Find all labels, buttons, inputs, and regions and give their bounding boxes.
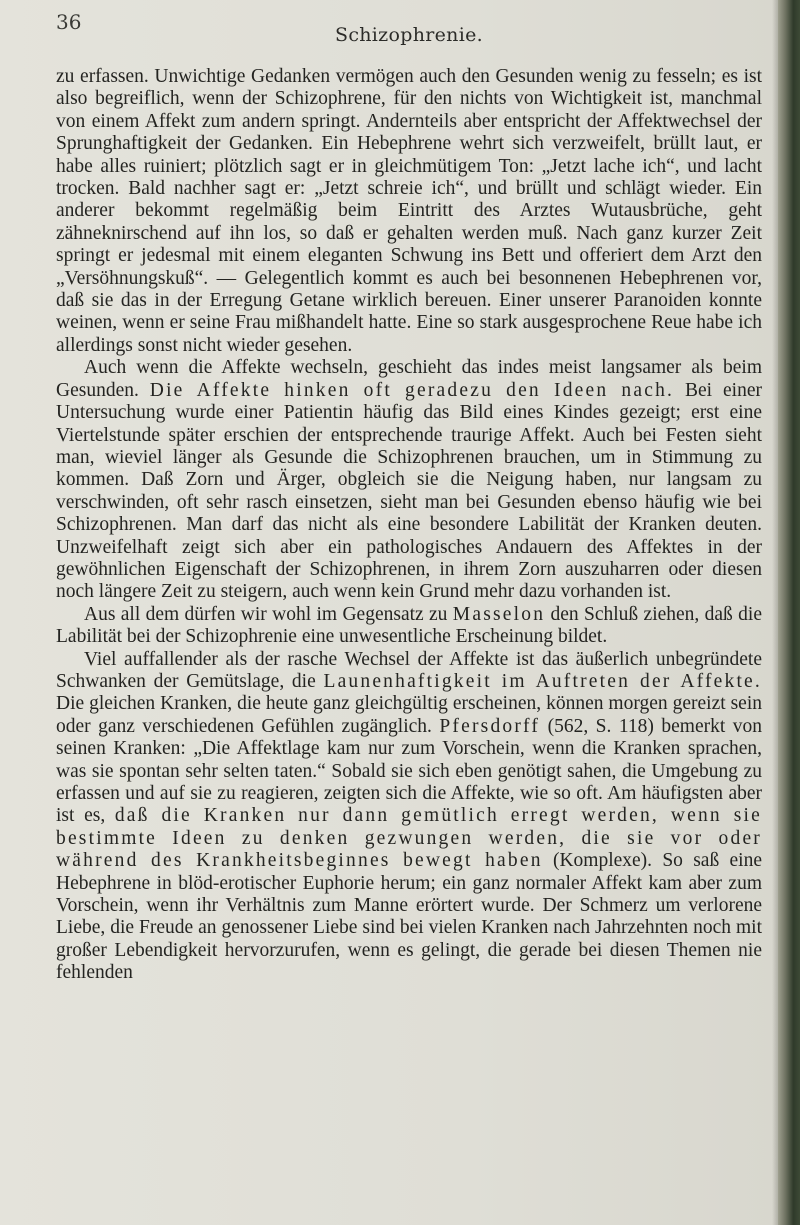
- page-header: [56, 10, 762, 50]
- text-run: Bei einer Untersuchung wurde einer Patientin häufig das Bild eines Kindes gezeigt; erst eine Viertelstunde später erschien der entsprechende traurige Affekt. Auch bei Festen sieht man, wieviel länger als Gesunde die Schizophrenen brauchen, um in Stimmung zu kommen. Daß Zorn und Ärger, obgleich sie die Neigung haben, nur langsam zu verschwinden, oft sehr rasch einsetzen, sieht man bei Gesunden ebenso häufig wie bei Schizophrenen. Man darf das nicht als eine besondere Labilität der Kranken deuten. Unzweifelhaft zeigt sich aber ein pathologisches Andauern des Affektes in der gewöhnlichen Eigenschaft der Schizophrenen, in ihrem Zorn auszuharren oder diesen noch längere Zeit zu steigern, auch wenn kein Grund mehr dazu vorhanden ist.: [56, 379, 762, 603]
- text-run: den Schluß ziehen, daß die Labilität bei der Schizophrenie eine unwesentliche Erscheinung bildet.: [56, 603, 762, 648]
- text-run: (Komplexe). So saß eine Hebephrene in blöd-erotischer Euphorie herum; ein ganz normaler Affekt kam aber zum Vorschein, wenn ihr Verhältnis zum Manne erörtert wurde. Der Schmerz um verlorene Liebe, die Freude an genossener Liebe sind bei vielen Kranken nach Jahrzehnten noch mit großer Lebendigkeit hervorzurufen, wenn es gelingt, die gerade bei diesen Themen nie fehlenden: [56, 850, 762, 984]
- running-head: Schizophrenie.: [335, 24, 483, 46]
- paragraph: [56, 649, 762, 985]
- text-run: Aus all dem dürfen wir wohl im Gegensatz zu: [84, 603, 453, 625]
- text-run: zu erfassen. Unwichtige Gedanken vermögen auch den Gesunden wenig zu fesseln; es ist also begreiflich, wenn der Schizophrene, für den nichts von Wichtigkeit ist, manchmal von einem Affekt zum andern springt. Andernteils aber entspricht der Affektwechsel der Sprunghaftigkeit der Gedanken. Ein Hebephrene wehrt sich verzweifelt, brüllt laut, er habe alles ruiniert; plötzlich sagt er in gleichmütigem Ton: „Jetzt lache ich“, und lacht trocken. Bald nachher sagt er: „Jetzt schreie ich“, und brüllt und schlägt wieder. Ein anderer bekommt regelmäßig beim Eintritt des Arztes Wutausbrüche, geht zähneknirschend auf ihn los, so daß er gehalten werden muß. Nach ganz kurzer Zeit springt er jedesmal mit einem eleganten Schwung ins Bett und offeriert dem Arzt den „Versöhnungskuß“. — Gelegentlich kommt es auch bei besonnenen Hebephrenen vor, daß sie das in der Erregung Getane wirklich bereuen. Einer unserer Paranoiden konnte weinen, wenn er seine Frau mißhandelt hatte. Eine so stark ausgesprochene Reue habe ich allerdings sonst nicht wieder gesehen.: [56, 66, 762, 356]
- text-run: Die gleichen Kranken, die heute ganz gleichgültig erscheinen, können morgen gereizt sein oder ganz verschiedenen Gefühlen zugänglich.: [56, 693, 762, 737]
- body-text: [56, 66, 762, 985]
- spaced-emphasis: Launenhaftigkeit im Auftreten der Affekte.: [323, 670, 762, 692]
- paragraph: [56, 604, 762, 649]
- spaced-emphasis: Pfersdorff: [439, 715, 541, 737]
- paragraph: [56, 66, 762, 357]
- page-number: 36: [56, 10, 82, 34]
- book-spine: [778, 0, 800, 1225]
- spaced-emphasis: daß die Kranken nur dann gemütlich erregt werden, wenn sie bestimmte Ideen zu denken gezwungen werden, die sie vor oder während des Krankheitsbeginnes bewegt haben: [56, 805, 762, 872]
- text-run: (562, S. 118) bemerkt von seinen Kranken: „Die Affektlage kam nur zum Vorschein, wenn die Kranken sprachen, was sie spontan sehr selten taten.“ Sobald sie sich eben genötigt sahen, die Umgebung zu erfassen und auf sie zu reagieren, zeigten sich die Affekte, wie so oft. Am häufigsten aber ist es,: [56, 715, 762, 827]
- paragraph: [56, 357, 762, 603]
- text-run: Viel auffallender als der rasche Wechsel der Affekte ist das äußerlich unbegründete Schwanken der Gemütslage, die: [56, 648, 762, 692]
- text-run: Auch wenn die Affekte wechseln, geschieht das indes meist langsamer als beim Gesunden.: [56, 357, 762, 401]
- spaced-emphasis: Masselon: [452, 603, 546, 625]
- spaced-emphasis: Die Affekte hinken oft geradezu den Ideen nach.: [149, 379, 675, 401]
